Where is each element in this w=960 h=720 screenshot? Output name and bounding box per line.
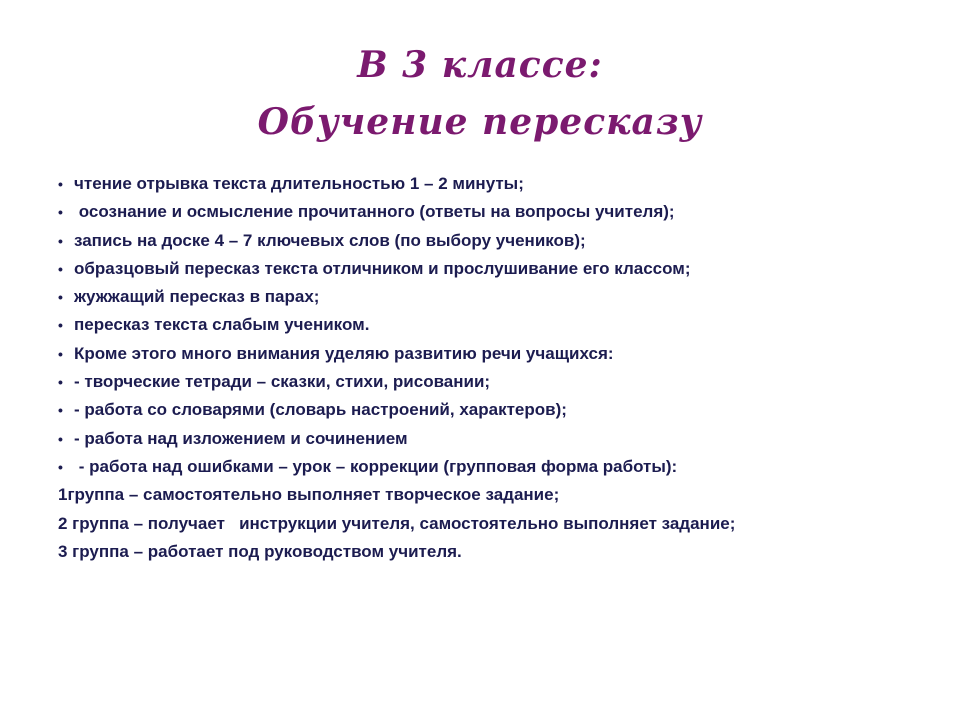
list-item: [58, 283, 938, 311]
bullet-icon: •: [58, 260, 63, 277]
list-item-text: осознание и осмысление прочитанного (ответы на вопросы учителя);: [74, 202, 675, 222]
list-item: [58, 425, 938, 453]
slide-body: [58, 170, 938, 566]
list-item-text: - творческие тетради – сказки, стихи, рисовании;: [74, 372, 491, 392]
group-line: [58, 538, 938, 566]
list-item: [58, 255, 938, 283]
list-item-text: - работа над изложением и сочинением: [74, 428, 408, 448]
list-item-text: пересказ текста слабым учеником.: [74, 315, 370, 335]
list-item-text: чтение отрывка текста длительностью 1 – 2 минуты;: [74, 174, 524, 193]
bullet-icon: •: [58, 204, 63, 221]
list-item: [58, 368, 938, 396]
bullet-icon: •: [58, 458, 63, 475]
list-item: [58, 227, 938, 255]
slide-title-line-2: Обучение пересказу: [257, 101, 703, 143]
group-line: [58, 481, 938, 509]
bullet-icon: •: [58, 402, 63, 419]
group-line-text: 2 группа – получает инструкции учителя, самостоятельно выполняет задание;: [58, 513, 736, 533]
list-item-text: - работа со словарями (словарь настроений, характеров);: [74, 400, 567, 420]
list-item-text: - работа над ошибками – урок – коррекции (групповая форма работы):: [74, 456, 678, 476]
list-item-text: образцовый пересказ текста отличником и прослушивание его классом;: [74, 258, 691, 278]
bullet-icon: •: [58, 176, 63, 192]
list-item: [58, 396, 938, 424]
slide-title-line-1: В 3 классе:: [357, 44, 603, 86]
list-item: [58, 198, 938, 226]
bullet-icon: •: [58, 317, 63, 334]
bullet-icon: •: [58, 345, 63, 362]
group-line-text: 1группа – самостоятельно выполняет творческое задание;: [58, 485, 560, 505]
group-line-text: 3 группа – работает под руководством учителя.: [58, 541, 462, 561]
list-item: [58, 311, 938, 339]
list-item-text: жужжащий пересказ в парах;: [74, 287, 320, 307]
list-item: [58, 340, 938, 368]
list-item: [58, 453, 938, 481]
list-item-text: Кроме этого много внимания уделяю развитию речи учащихся:: [74, 343, 614, 363]
list-item-text: запись на доске 4 – 7 ключевых слов (по выбору учеников);: [74, 230, 586, 250]
bullet-icon: •: [58, 374, 63, 391]
bullet-icon: •: [58, 232, 63, 249]
bullet-icon: •: [58, 289, 63, 306]
list-item: [58, 170, 938, 198]
bullet-icon: •: [58, 430, 63, 447]
group-line: [58, 510, 938, 538]
